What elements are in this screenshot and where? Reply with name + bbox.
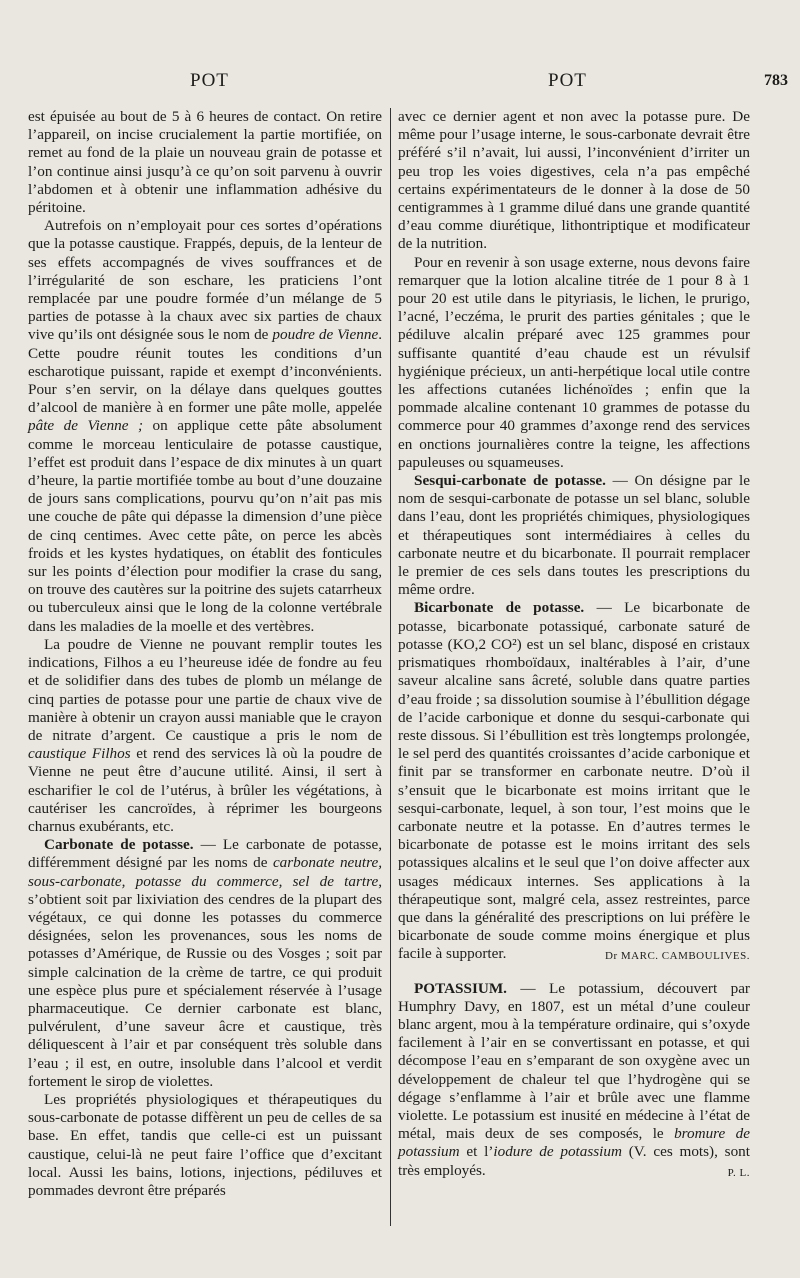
section-potassium: POTASSIUM. — Le potassium, découvert par Humphry Davy, en 1807, est un métal d’une couleur blanc argent, mou à la température ordinaire, qui s’oxyde facilement à l’air en se convertissant en potasse, et qui décompose l’eau en s’emparant de son oxygène avec un développement de chaleur tel que l’hydrogène qui se dégage s’enflamme à l’air et brûle avec une flamme violette. Le potassium est inusité en médecine à l’état de métal, mais deux de ses composés, le bromure de potassium et l’iodure de potassium (V. ces mots), sont très employés. P. L. bbox=[398, 980, 750, 1180]
paragraph: Autrefois on n’employait pour ces sortes d’opérations que la potasse caustique. Frappés, depuis, de la lenteur de ses effets accompagnés de vives souffrances et de l’irrégularité de son eschare, les praticiens l’ont remplacée par une poudre formée d’un mélange de 5 parties de potasse à la chaux avec six parties de chaux vive qu’ils ont désignée sous le nom de poudre de Vienne. Cette poudre réunit toutes les conditions d’un escharotique puissant, rapide et exempt d’inconvénients. Pour s’en servir, on la délaye dans quelques gouttes d’alcool de manière à en former une pâte molle, appelée pâte de Vienne ; on applique cette pâte absolument comme le morceau lenticulaire de potasse caustique, l’effet est produit dans l’espace de dix minutes à un quart d’heure, la partie mortifiée tombe au bout d’une douzaine de jours sans complications, pourvu qu’on n’ait pas mis une couche de pâte qui dépasse la dimension d’une pièce de cinq centimes. Avec cette pâte, on perce les abcès froids et les kystes hydatiques, on établit des fonticules sur les points d’élection pour modifier la crase du sang, on trouve des cautères sur la poitrine des sujets catarrheux ou tuberculeux ainsi que le long de la colonne vertébrale dans les maladies de la moelle et des vertèbres. bbox=[28, 217, 382, 635]
section-sesqui-carbonate: Sesqui-carbonate de potasse. — On désigne par le nom de sesqui-carbonate de potasse un sel blanc, soluble dans l’eau, dont les propriétés chimiques, physiologiques et thérapeutiques sont intermédiaires à celles du carbonate neutre et du bicarbonate. Il pourrait remplacer le premier de ces sels dans toutes les prescriptions du même ordre. bbox=[398, 472, 750, 599]
paragraph: Les propriétés physiologiques et thérapeutiques du sous-carbonate de potasse diffèrent un peu de celles de sa base. En effet, tandis que celle-ci est un puissant caustique, celui-là ne peut faire l’office que d’excitant local. Aussi les bains, lotions, injections, pédiluves et pommades devront être préparés bbox=[28, 1090, 382, 1199]
section-heading: Sesqui-carbonate de potasse. bbox=[414, 472, 606, 490]
running-header-left: POT bbox=[190, 70, 229, 91]
paragraph: avec ce dernier agent et non avec la potasse pure. De même pour l’usage interne, le sous-carbonate devrait être préféré s’il n’avait, lui aussi, l’inconvénient d’irriter un peu trop les voies digestives, cela n’a pas empêché certains expérimentateurs de le donner à la dose de 50 centigrammes à 1 gramme dilué dans une grande quantité d’eau comme diurétique, lithontriptique et modificateur de la nutrition. bbox=[398, 108, 750, 253]
paragraph: Pour en revenir à son usage externe, nous devons faire remarquer que la lotion alcaline titrée de 1 pour 8 à 1 pour 20 est utile dans le pityriasis, le lichen, le prurigo, l’acné, l’eczéma, le prurit des parties génitales ; que le pédiluve alcalin préparé avec 125 grammes pour suffisante quantité d’eau chaude est un révulsif hygiénique précieux, un anti-herpétique local utile contre les affections cutanées lichénoïdes ; enfin que la pommade alcaline contenant 10 grammes de potasse du commerce pour 40 grammes d’axonge rend des services en onctions journalières contre la teigne, les affections papuleuses ou squameuses. bbox=[398, 253, 750, 471]
right-column bbox=[398, 108, 750, 1182]
column-rule bbox=[390, 108, 391, 1226]
entry-heading: POTASSIUM. bbox=[414, 979, 507, 997]
section-heading: Bicarbonate de potasse. bbox=[414, 599, 585, 617]
left-column bbox=[28, 108, 382, 1200]
author-signature: Dr MARC. CAMBOULIVES. bbox=[605, 950, 750, 963]
author-signature: P. L. bbox=[727, 1166, 750, 1179]
running-header-right: POT bbox=[548, 70, 587, 91]
section-carbonate: Carbonate de potasse. — Le carbonate de potasse, différemment désigné par les noms de carbonate neutre, sous-carbonate, potasse du commerce, sel de tartre, s’obtient soit par lixiviation des cendres de la plupart des végétaux, ce qui donne les potasses du commerce désignées, selon les provenances, sous les noms de potasses d’Amérique, de Russie ou des Vosges ; soit par simple calcination de la crème de tartre, ce qui produit une espèce plus pure et spécialement réservée à l’usage pharmaceutique. Ce dernier carbonate est blanc, pulvérulent, d’une saveur âcre et caustique, très déliquescent à l’air et par conséquent très soluble dans l’eau ; il est, en outre, insoluble dans l’alcool et verdit fortement le sirop de violettes. bbox=[28, 836, 382, 1090]
section-bicarbonate: Bicarbonate de potasse. — Le bicarbonate de potasse, bicarbonate potassiqué, carbonate saturé de potasse (KO,2 CO²) est un sel blanc, disposé en cristaux prismatiques rhomboïdaux, inaltérables à l’air, d’une saveur alcaline sans âcreté, soluble dans quatre parties d’eau froide ; sa dissolution soumise à l’ébullition dégage de l’acide carbonique et donne du sesqui-carbonate qui reste dissous. Si l’ébullition est très longtemps prolongée, le sel perd des quantités croissantes d’acide carbonique et finit par se transformer en carbonate neutre. D’où il s’ensuit que le bicarbonate est moins irritant que le sesqui-carbonate, lequel, à son tour, l’est moins que le carbonate neutre et la potasse. En d’autres termes le bicarbonate de potasse est le moins irritant des sels potassiques alcalins et le seul que l’on doive affecter aux usages médicaux internes. Ses applications à la thérapeutique sont, malgré cela, assez restreintes, parce que dans la généralité des prescriptions on lui préfère le bicarbonate de soude comme moins énergique et plus facile à supporter. Dr MARC. CAMBOULIVES. bbox=[398, 599, 750, 963]
page-number: 783 bbox=[764, 72, 788, 89]
paragraph: La poudre de Vienne ne pouvant remplir toutes les indications, Filhos a eu l’heureuse idée de fondre au feu et de solidifier dans des tubes de plomb un mélange de cinq parties de potasse pour une partie de chaux vive de manière à obtenir un crayon aussi maniable que le crayon de nitrate d’argent. Ce caustique a pris le nom de caustique Filhos et rend des services là où la poudre de Vienne ne peut être d’aucune utilité. Ainsi, il sert à escharifier le col de l’utérus, à brûler les végétations, à cautériser les cancroïdes, à réprimer les bourgeons charnus exubérants, etc. bbox=[28, 635, 382, 835]
section-heading: Carbonate de potasse. bbox=[44, 836, 194, 854]
paragraph: est épuisée au bout de 5 à 6 heures de contact. On retire l’appareil, on incise crucialement la partie mortifiée, on remet au fond de la plaie un nouveau grain de potasse et l’on continue ainsi jusqu’à ce qu’on soit parvenu à ouvrir l’abdomen et à obtenir une inflammation adhésive du péritoine. bbox=[28, 108, 382, 217]
